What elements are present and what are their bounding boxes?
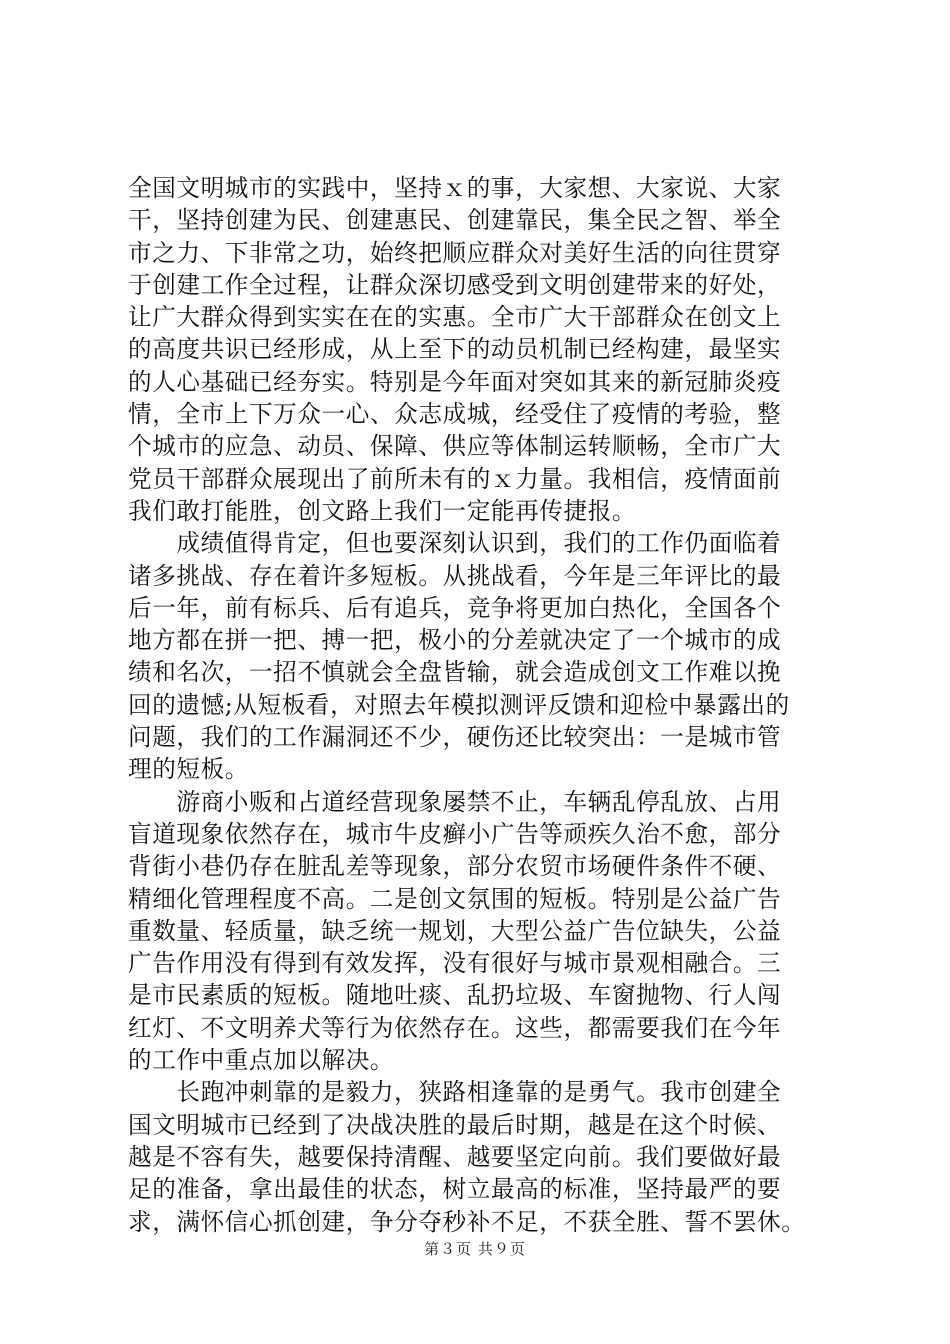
text-line: 求，满怀信心抓创建，争分夺秒补不足，不获全胜、誓不罢休。 [128,1207,806,1236]
text-line: 游商小贩和占道经营现象屡禁不止，车辆乱停乱放、占用 [128,787,782,816]
text-line: 党员干部群众展现出了前所未有的ｘ力量。我相信，疫情面前 [128,464,782,493]
text-line: 是市民素质的短板。随地吐痰、乱扔垃圾、车窗抛物、行人闯 [128,981,782,1010]
text-line: 长跑冲刺靠的是毅力，狭路相逢靠的是勇气。我市创建全 [128,1078,782,1107]
text-line: 越是不容有失，越要保持清醒、越要坚定向前。我们要做好最 [128,1142,782,1171]
text-line: 的高度共识已经形成，从上至下的动员机制已经构建，最坚实 [128,335,782,364]
text-line: 成绩值得肯定，但也要深刻认识到，我们的工作仍面临着 [128,529,782,558]
text-line: 后一年，前有标兵、后有追兵，竞争将更加白热化，全国各个 [128,593,782,622]
text-line: 绩和名次，一招不慎就会全盘皆输，就会造成创文工作难以挽 [128,658,782,687]
text-line: 重数量、轻质量，缺乏统一规划，大型公益广告位缺失，公益 [128,916,782,945]
text-line: 我们敢打能胜，创文路上我们一定能再传捷报。 [128,496,637,525]
text-line: 诸多挑战、存在着许多短板。从挑战看，今年是三年评比的最 [128,561,782,590]
text-line: 个城市的应急、动员、保障、供应等体制运转顺畅，全市广大 [128,432,782,461]
text-line: 市之力、下非常之功，始终把顺应群众对美好生活的向往贯穿 [128,238,782,267]
text-line: 问题，我们的工作漏洞还不少，硬伤还比较突出：一是城市管 [128,723,782,752]
text-line: 让广大群众得到实实在在的实惠。全市广大干部群众在创文上 [128,303,782,332]
text-line: 的工作中重点加以解决。 [128,1046,395,1075]
text-line: 的人心基础已经夯实。特别是今年面对突如其来的新冠肺炎疫 [128,367,782,396]
text-line: 干，坚持创建为民、创建惠民、创建靠民，集全民之智、举全 [128,206,782,235]
document-body [128,172,848,1238]
page-footer: 第３页 共９页 [424,1240,526,1258]
text-line: 回的遗憾;从短板看，对照去年模拟测评反馈和迎检中暴露出的 [128,690,790,719]
text-line: 盲道现象依然存在，城市牛皮癣小广告等顽疾久治不愈，部分 [128,819,782,848]
text-line: 足的准备，拿出最佳的状态，树立最高的标准，坚持最严的要 [128,1175,782,1204]
text-line: 红灯、不文明养犬等行为依然存在。这些，都需要我们在今年 [128,1013,782,1042]
text-line: 背街小巷仍存在脏乱差等现象，部分农贸市场硬件条件不硬、 [128,852,782,881]
text-line: 情，全市上下万众一心、众志成城，经受住了疫情的考验，整 [128,400,782,429]
text-line: 国文明城市已经到了决战决胜的最后时期，越是在这个时候、 [128,1110,782,1139]
text-line: 广告作用没有得到有效发挥，没有很好与城市景观相融合。三 [128,949,782,978]
text-line: 理的短板。 [128,755,249,784]
text-line: 地方都在拼一把、搏一把，极小的分差就决定了一个城市的成 [128,626,782,655]
text-line: 于创建工作全过程，让群众深切感受到文明创建带来的好处， [128,270,782,299]
text-line: 精细化管理程度不高。二是创文氛围的短板。特别是公益广告 [128,884,782,913]
text-line: 全国文明城市的实践中，坚持ｘ的事，大家想、大家说、大家 [128,174,782,202]
